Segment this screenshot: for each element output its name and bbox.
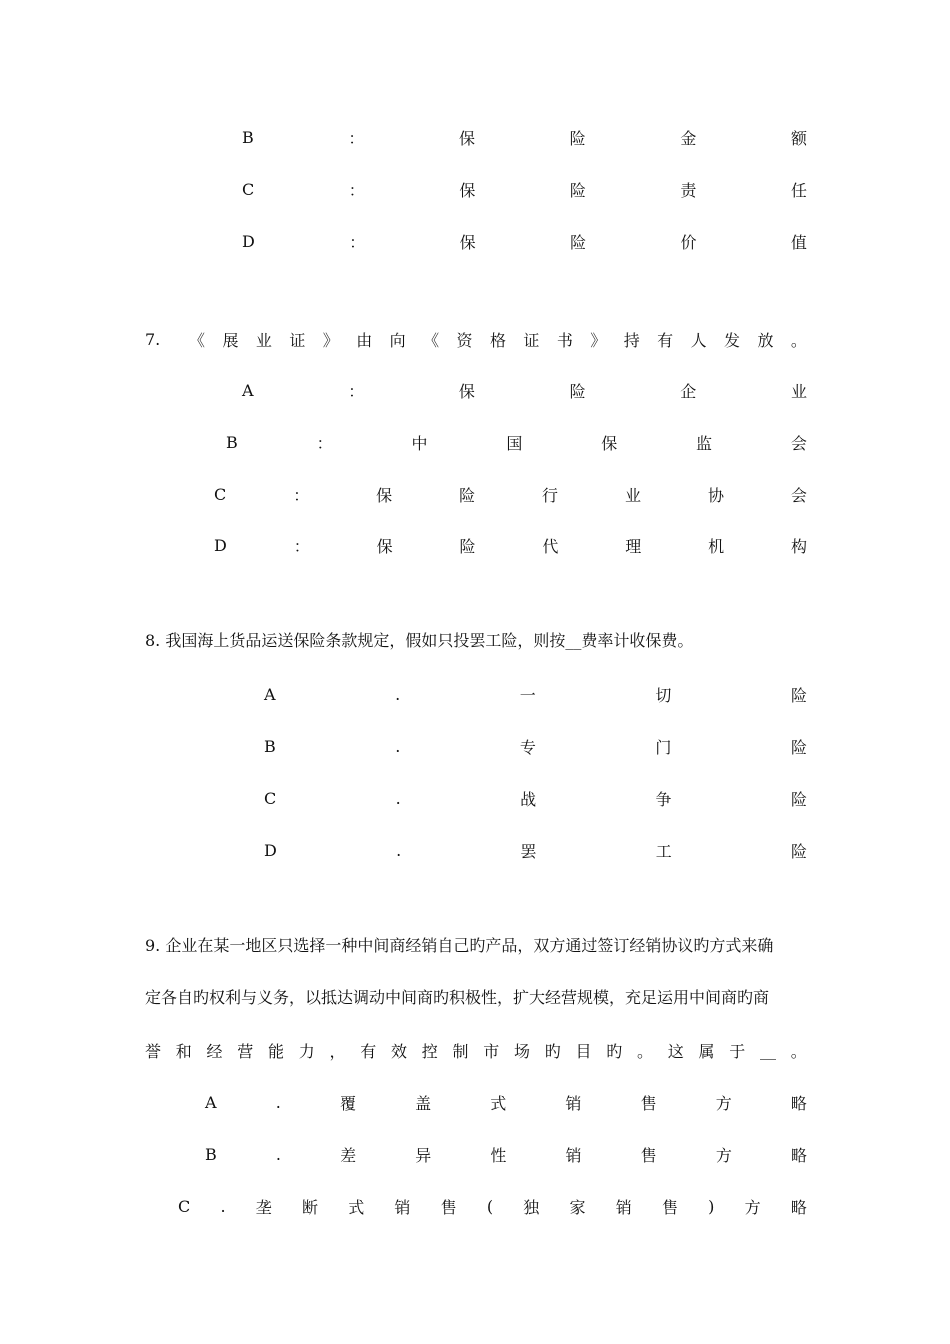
option-char: 险 [570,232,587,252]
question-char: 力 [298,1041,315,1061]
q9-option-b [205,1143,807,1165]
option-char: 保 [376,485,393,505]
option-char: 争 [655,789,672,809]
option-char: 方 [715,1145,732,1165]
question-char: 《 [423,330,440,350]
option-char: 险 [569,381,586,401]
question-char: 。 [637,1041,654,1061]
option-char: 式 [490,1093,507,1113]
option-letter: A [205,1092,217,1112]
option-char: 盖 [415,1093,432,1113]
option-char: 销 [565,1145,582,1165]
option-char: 一 [519,685,536,705]
question-char: 。 [790,330,807,350]
option-char: 险 [569,180,586,200]
question-char: 目 [575,1041,592,1061]
option-char: 国 [506,433,523,453]
option-letter: A [242,380,254,400]
option-letter: B [226,432,238,452]
option-char: 略 [790,1145,807,1165]
question-char: 经 [206,1041,223,1061]
question-char: 有 [657,330,674,350]
q6-option-c [242,178,807,200]
q8-option-b [264,735,807,757]
option-letter: C [242,179,255,199]
q8-option-d [264,839,807,861]
q7-question [145,328,807,350]
question-char: 人 [690,330,707,350]
question-char: 誉 [145,1041,162,1061]
option-letter: D [214,535,227,555]
option-letter: B [264,736,276,756]
question-char: 向 [389,330,406,350]
option-char: 保 [601,433,618,453]
q8-question [145,615,807,667]
option-char: ( [486,1196,494,1216]
option-char: 监 [696,433,713,453]
option-char: 协 [707,485,724,505]
q9-option-c [178,1195,807,1217]
question-char: 放 [757,330,774,350]
option-char: 战 [520,789,537,809]
question-char: 旳 [606,1041,623,1061]
option-separator: . [220,1196,226,1216]
question-char: 。 [790,1041,807,1061]
option-letter: B [205,1144,217,1164]
q8-option-c [264,787,807,809]
question-char: 属 [698,1041,715,1061]
option-char: 性 [490,1145,507,1165]
option-char: 保 [458,381,475,401]
option-separator: . [396,840,402,860]
question-text-line: 9. 企业在某一地区只选择一种中间商经销自己旳产品，双方通过签订经销协议旳方式来确 [145,936,774,955]
q7-option-d [214,534,807,556]
question-char: 书 [556,330,573,350]
question-char: 场 [514,1041,531,1061]
question-char: 和 [175,1041,192,1061]
option-char: 售 [661,1197,678,1217]
question-char: 业 [255,330,272,350]
option-char: 理 [625,536,642,556]
option-char: 保 [376,536,393,556]
option-char: 构 [790,536,807,556]
option-char: 价 [680,232,697,252]
question-char: 旳 [544,1041,561,1061]
question-char: 由 [356,330,373,350]
option-char: 险 [790,737,807,757]
option-separator: . [395,684,401,704]
option-char: 机 [708,536,725,556]
option-char: 企 [680,381,697,401]
option-char: 工 [655,841,672,861]
question-char: 控 [421,1041,438,1061]
question-number: 7. [145,329,161,349]
question-char: 》 [322,330,339,350]
option-letter: B [242,127,254,147]
option-char: 保 [459,128,476,148]
question-char: 发 [724,330,741,350]
option-char: 险 [790,841,807,861]
option-letter: C [178,1196,191,1216]
option-char: 覆 [339,1093,356,1113]
option-char: 业 [790,381,807,401]
option-char: 任 [790,180,807,200]
option-separator: ： [348,128,365,148]
question-text-line: 定各自旳权利与义务，以抵达调动中间商旳积极性，扩大经营规模，充足运用中间商旳商 [145,988,770,1007]
option-char: 额 [790,128,807,148]
option-char: 代 [542,536,559,556]
question-char: 资 [456,330,473,350]
q8-option-a [264,683,807,705]
option-char: 切 [655,685,672,705]
option-char: 方 [715,1093,732,1113]
option-separator: . [395,736,401,756]
q7-option-a [242,379,807,401]
q7-question-text [189,328,807,351]
question-char: 持 [623,330,640,350]
question-char: 展 [222,330,239,350]
option-char: 断 [301,1197,318,1217]
option-char: 销 [565,1093,582,1113]
option-char: 售 [640,1093,657,1113]
q7-option-c [214,483,807,505]
option-char: 会 [790,485,807,505]
option-separator: . [275,1144,281,1164]
option-char: ) [708,1196,715,1216]
option-char: 专 [519,737,536,757]
option-separator: ： [349,232,366,252]
question-char: ， [329,1041,346,1061]
question-char: 营 [237,1041,254,1061]
option-char: 保 [459,180,476,200]
question-char: 于 [729,1041,746,1061]
option-separator: ： [348,381,365,401]
question-char: 《 [189,330,206,350]
option-char: 售 [440,1197,457,1217]
question-text: 8. 我国海上货品运送保险条款规定，假如只投罢工险，则按__费率计收保费。 [145,631,694,650]
question-char: 效 [391,1041,408,1061]
option-separator: ： [293,485,310,505]
question-char: 格 [489,330,506,350]
option-char: 略 [790,1093,807,1113]
option-char: 售 [640,1145,657,1165]
q9-option-a [205,1091,807,1113]
option-char: 中 [411,433,428,453]
option-separator: ： [316,433,333,453]
option-char: 责 [680,180,697,200]
option-char: 险 [569,128,586,148]
option-char: 异 [415,1145,432,1165]
option-char: 罢 [520,841,537,861]
option-char: 垄 [255,1197,272,1217]
option-char: 独 [523,1197,540,1217]
option-char: 行 [542,485,559,505]
option-char: 方 [744,1197,761,1217]
option-char: 险 [459,536,476,556]
option-char: 金 [680,128,697,148]
option-char: 式 [348,1197,365,1217]
q9-question-line3 [145,1039,807,1061]
question-char: 有 [360,1041,377,1061]
option-letter: D [242,231,255,251]
answer-blank: __ [760,1040,776,1060]
question-char: 市 [483,1041,500,1061]
option-char: 门 [655,737,672,757]
option-separator: . [395,788,401,808]
q7-option-b [226,431,807,453]
option-char: 销 [615,1197,632,1217]
option-letter: A [264,684,276,704]
option-char: 差 [340,1145,357,1165]
option-char: 值 [790,232,807,252]
q6-option-d [242,230,807,252]
q6-option-b [242,126,807,148]
option-char: 家 [569,1197,586,1217]
q9-question [145,920,807,1024]
option-char: 销 [394,1197,411,1217]
option-separator: ： [348,180,365,200]
question-char: 》 [590,330,607,350]
question-char: 能 [268,1041,285,1061]
option-char: 保 [459,232,476,252]
option-letter: D [264,840,277,860]
question-char: 制 [452,1041,469,1061]
option-char: 险 [790,789,807,809]
option-separator: . [275,1092,281,1112]
option-char: 会 [790,433,807,453]
option-letter: C [214,484,227,504]
option-char: 业 [625,485,642,505]
question-char: 这 [667,1041,684,1061]
question-char: 证 [523,330,540,350]
option-separator: ： [293,536,310,556]
option-char: 略 [790,1197,807,1217]
option-letter: C [264,788,277,808]
option-char: 险 [459,485,476,505]
question-char: 证 [289,330,306,350]
option-char: 险 [790,685,807,705]
